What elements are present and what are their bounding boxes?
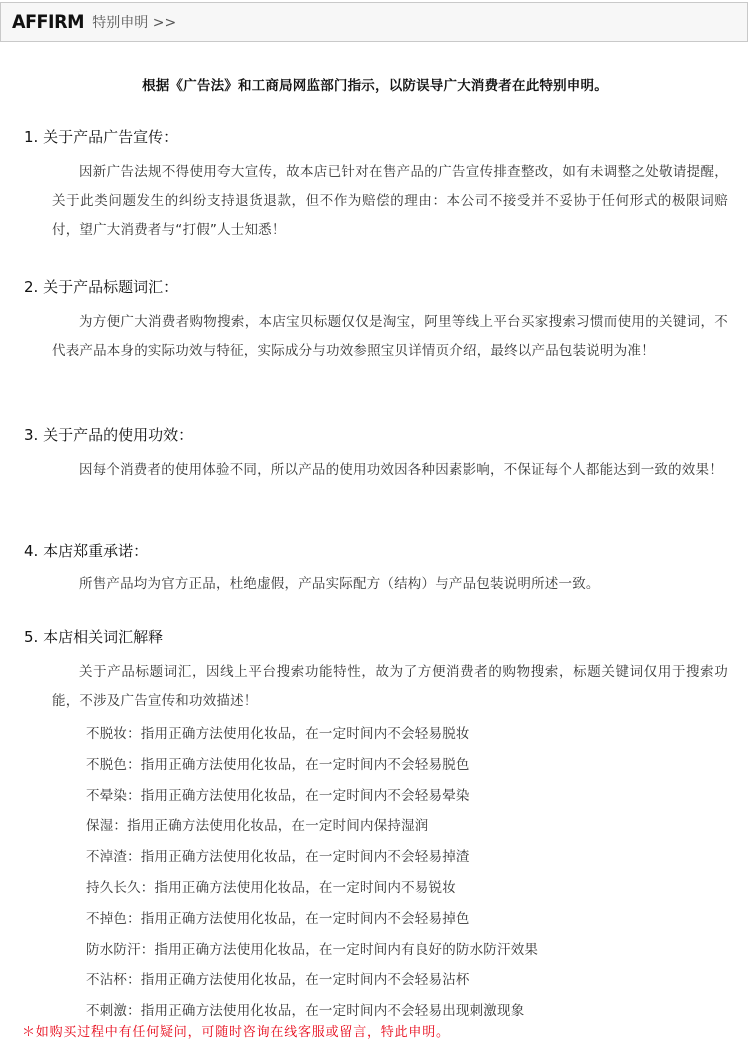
section-2-title: 2. 关于产品标题词汇：	[24, 278, 179, 296]
term-item: 不刺激：指用正确方法使用化妆品，在一定时间内不会轻易出现刺激现象	[86, 1003, 525, 1020]
section-1-title: 1. 关于产品广告宣传：	[24, 128, 179, 146]
term-item: 不脱色：指用正确方法使用化妆品，在一定时间内不会轻易脱色	[86, 756, 470, 773]
section-5-title: 5. 本店相关词汇解释	[24, 628, 164, 646]
section-5-body: 关于产品标题词汇，因线上平台搜索功能特性，故为了方便消费者的购物搜索，标题关键词仅用于搜索功能，不涉及广告宣传和功效描述！	[52, 664, 728, 709]
section-3-title: 3. 关于产品的使用功效：	[24, 426, 194, 444]
brand-title: AFFIRM	[12, 11, 85, 33]
section-2-body: 为方便广大消费者购物搜索，本店宝贝标题仅仅是淘宝，阿里等线上平台买家搜索习惯而使用的关键词，不代表产品本身的实际功效与特征，实际成分与功效参照宝贝详情页介绍，最终以产品包装说明为准！	[52, 314, 728, 359]
footer-notice: ＊如购买过程中有任何疑问，可随时咨询在线客服或留言，特此申明。	[22, 1025, 450, 1040]
term-definitions-list	[86, 719, 538, 1027]
page-header	[0, 2, 748, 42]
term-item: 不掉色：指用正确方法使用化妆品，在一定时间内不会轻易掉色	[86, 910, 470, 927]
intro-statement: 根据《广告法》和工商局网监部门指示，以防误导广大消费者在此特别申明。	[142, 78, 608, 94]
section-3-body: 因每个消费者的使用体验不同，所以产品的使用功效因各种因素影响，不保证每个人都能达到一致的效果！	[79, 462, 723, 478]
term-item: 保湿：指用正确方法使用化妆品，在一定时间内保持湿润	[86, 818, 429, 835]
term-item: 防水防汗：指用正确方法使用化妆品，在一定时间内有良好的防水防汗效果	[86, 941, 539, 958]
header-subtitle: 特别申明 >>	[92, 15, 177, 31]
section-4-title: 4. 本店郑重承诺：	[24, 542, 149, 560]
term-item: 持久长久：指用正确方法使用化妆品，在一定时间内不易锐妆	[86, 879, 456, 896]
term-item: 不脱妆：指用正确方法使用化妆品，在一定时间内不会轻易脱妆	[86, 726, 470, 742]
section-1-body: 因新广告法规不得使用夸大宣传，故本店已针对在售产品的广告宣传排查整改，如有未调整之处敬请提醒，关于此类问题发生的纠纷支持退货退款，但不作为赔偿的理由：本公司不接受并不妥协于任何形式的极限词赔付，望广大消费者与“打假”人士知悉！	[52, 164, 728, 238]
term-item: 不淖渣：指用正确方法使用化妆品，在一定时间内不会轻易掉渣	[86, 849, 470, 866]
term-item: 不沾杯：指用正确方法使用化妆品，在一定时间内不会轻易沾杯	[86, 972, 470, 989]
section-4-body: 所售产品均为官方正品，杜绝虚假，产品实际配方（结构）与产品包装说明所述一致。	[79, 576, 600, 592]
term-item: 不晕染：指用正确方法使用化妆品，在一定时间内不会轻易晕染	[86, 787, 470, 804]
